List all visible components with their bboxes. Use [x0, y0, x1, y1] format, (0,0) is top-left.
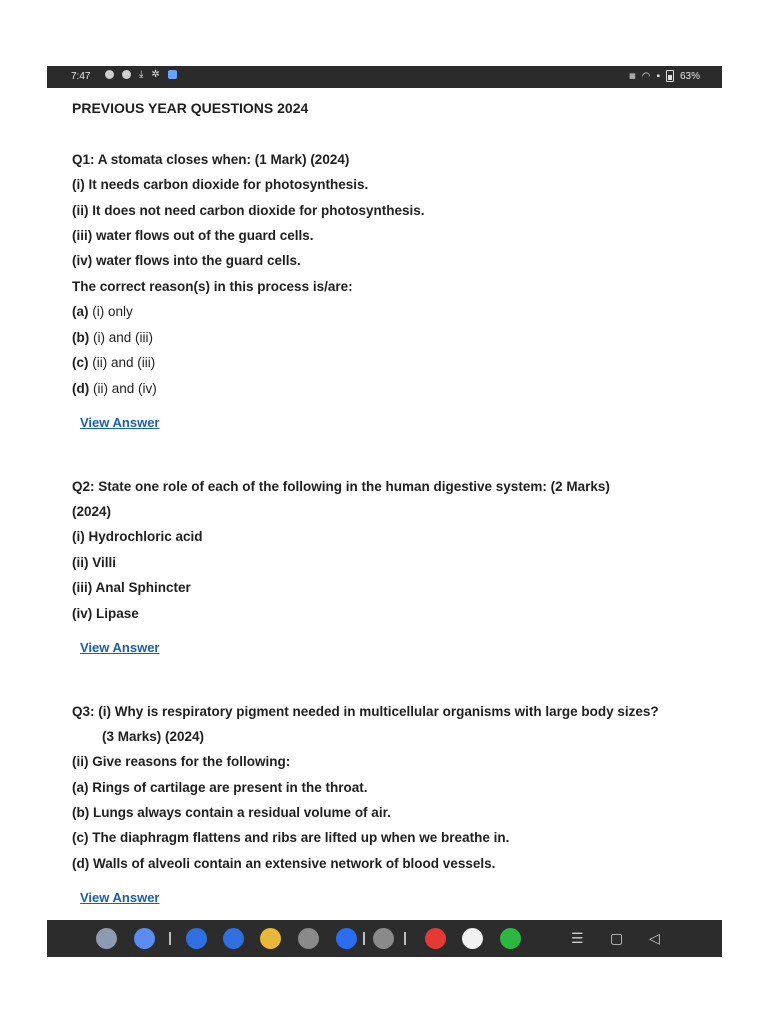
app-drawer-icon[interactable] — [96, 928, 117, 949]
youtube-icon[interactable] — [425, 928, 446, 949]
chrome-icon[interactable] — [260, 928, 281, 949]
q1-statement: (iv) water flows into the guard cells. — [72, 253, 301, 268]
q1-option-a — [72, 304, 133, 319]
back-icon[interactable]: ◁ — [649, 930, 660, 946]
option-key: (a) — [72, 304, 89, 319]
status-time: 7:47 — [71, 71, 91, 82]
q2-item: (ii) Villi — [72, 555, 117, 570]
option-text: (ii) and (iv) — [93, 381, 157, 396]
settings-notification-icon: ✲ — [151, 69, 160, 80]
app-notification-icon — [168, 70, 177, 79]
q3-item: (a) Rings of cartilage are present in the throat. — [72, 780, 368, 795]
q2-year: (2024) — [72, 504, 112, 519]
phone-icon[interactable] — [186, 928, 207, 949]
q2-heading: Q2: State one role of each of the following in the human digestive system: (2 Marks) — [72, 479, 610, 494]
settings-icon[interactable] — [373, 928, 394, 949]
q1-option-d — [72, 381, 157, 396]
files-icon[interactable] — [134, 928, 155, 949]
q3-item: (b) Lungs always contain a residual volume of air. — [72, 805, 391, 820]
messages-icon[interactable] — [223, 928, 244, 949]
status-bar — [47, 66, 722, 88]
q3-heading: Q3: (i) Why is respiratory pigment needed in multicellular organisms with large body sizes? — [72, 704, 659, 719]
option-text: (i) and (iii) — [93, 330, 154, 345]
q1-option-b — [72, 330, 153, 345]
option-text: (ii) and (iii) — [92, 355, 156, 370]
page-title: PREVIOUS YEAR QUESTIONS 2024 — [72, 100, 309, 116]
system-status-icons — [629, 70, 700, 82]
data-speed-icon: ▦ — [629, 73, 636, 80]
q1-statement: (i) It needs carbon dioxide for photosynthesis. — [72, 177, 369, 192]
q3-subquestion: (ii) Give reasons for the following: — [72, 754, 291, 769]
message-notification-icon — [122, 70, 131, 79]
q2-item: (iv) Lipase — [72, 606, 139, 621]
q1-statement: (ii) It does not need carbon dioxide for photosynthesis. — [72, 203, 425, 218]
q1-heading: Q1: A stomata closes when: (1 Mark) (2024) — [72, 152, 350, 167]
battery-percent: 63% — [679, 70, 700, 82]
recents-icon[interactable]: ☰ — [571, 930, 584, 946]
q3-item: (c) The diaphragm flattens and ribs are lifted up when we breathe in. — [72, 830, 510, 845]
wifi-icon: ◠ — [641, 70, 651, 82]
q3-marks: (3 Marks) (2024) — [102, 729, 205, 744]
navigation-bar — [47, 920, 722, 957]
signal-icon: ▪ — [656, 70, 660, 82]
taskbar-divider — [363, 932, 365, 945]
notification-app-icon — [105, 70, 114, 79]
q1-statement: (iii) water flows out of the guard cells. — [72, 228, 314, 243]
browser-icon[interactable] — [336, 928, 357, 949]
taskbar-divider — [169, 932, 171, 945]
q3-item: (d) Walls of alveoli contain an extensive network of blood vessels. — [72, 856, 496, 871]
taskbar-divider — [404, 932, 406, 945]
google-icon[interactable] — [462, 928, 483, 949]
q2-view-answer-link[interactable]: View Answer — [80, 640, 160, 655]
q1-option-c — [72, 355, 155, 370]
option-key: (b) — [72, 330, 90, 345]
battery-icon — [666, 70, 674, 82]
camera-icon[interactable] — [298, 928, 319, 949]
q1-view-answer-link[interactable]: View Answer — [80, 415, 160, 430]
whatsapp-icon[interactable] — [500, 928, 521, 949]
q2-item: (iii) Anal Sphincter — [72, 580, 191, 595]
option-key: (d) — [72, 381, 90, 396]
option-key: (c) — [72, 355, 89, 370]
q3-view-answer-link[interactable]: View Answer — [80, 890, 160, 905]
notification-icons — [105, 69, 177, 80]
q2-item: (i) Hydrochloric acid — [72, 529, 203, 544]
download-icon: ⤓ — [139, 69, 144, 80]
option-text: (i) only — [92, 304, 133, 319]
q1-prompt: The correct reason(s) in this process is/are: — [72, 279, 353, 294]
home-icon[interactable]: ▢ — [610, 930, 624, 946]
